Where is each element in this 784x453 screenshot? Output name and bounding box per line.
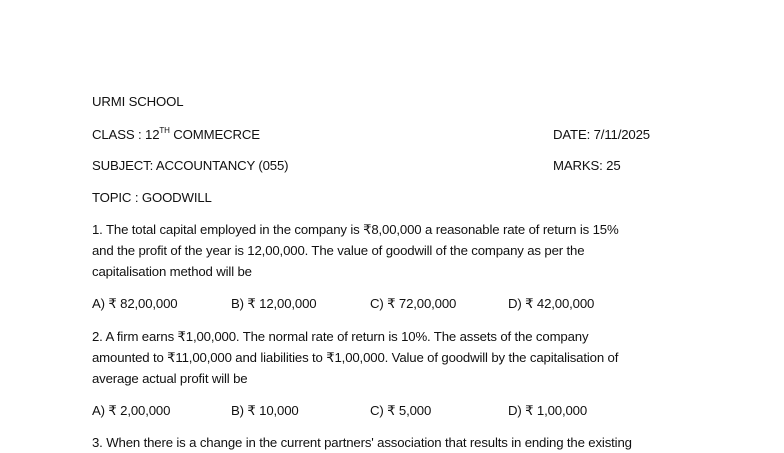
subject-label: SUBJECT: ACCOUNTANCY (055) <box>92 158 289 173</box>
question-1-option-c: C) ₹ 72,00,000 <box>370 296 457 311</box>
school-name: URMI SCHOOL <box>92 94 184 109</box>
class-superscript: TH <box>159 125 170 135</box>
question-1-line-2: and the profit of the year is 12,00,000. The value of goodwill of the company as per the <box>92 243 585 258</box>
question-3 <box>92 432 692 453</box>
question-1-line-1: 1. The total capital employed in the company is ₹8,00,000 a reasonable rate of return is 15% <box>92 222 619 237</box>
question-3-line-1: 3. When there is a change in the current partners' association that results in ending the existing <box>92 435 632 450</box>
question-2-option-b: B) ₹ 10,000 <box>231 403 299 418</box>
class-suffix: COMMECRCE <box>169 127 260 142</box>
question-1-option-b: B) ₹ 12,00,000 <box>231 296 317 311</box>
question-1-line-3: capitalisation method will be <box>92 264 252 279</box>
question-1-option-d: D) ₹ 42,00,000 <box>508 296 595 311</box>
question-1-option-a: A) ₹ 82,00,000 <box>92 296 178 311</box>
question-2 <box>92 326 692 389</box>
question-2-line-1: 2. A firm earns ₹1,00,000. The normal rate of return is 10%. The assets of the company <box>92 329 589 344</box>
class-line <box>92 124 260 145</box>
question-1 <box>92 219 692 282</box>
question-2-option-d: D) ₹ 1,00,000 <box>508 403 588 418</box>
marks-label: MARKS: 25 <box>553 158 621 173</box>
question-2-option-a: A) ₹ 2,00,000 <box>92 403 171 418</box>
question-2-option-c: C) ₹ 5,000 <box>370 403 432 418</box>
question-2-line-2: amounted to ₹11,00,000 and liabilities to ₹1,00,000. Value of goodwill by the capitalisation of <box>92 350 619 365</box>
date-label: DATE: 7/11/2025 <box>553 127 650 142</box>
class-prefix: CLASS : 12 <box>92 127 160 142</box>
topic-label: TOPIC : GOODWILL <box>92 190 212 205</box>
question-2-line-3: average actual profit will be <box>92 371 248 386</box>
